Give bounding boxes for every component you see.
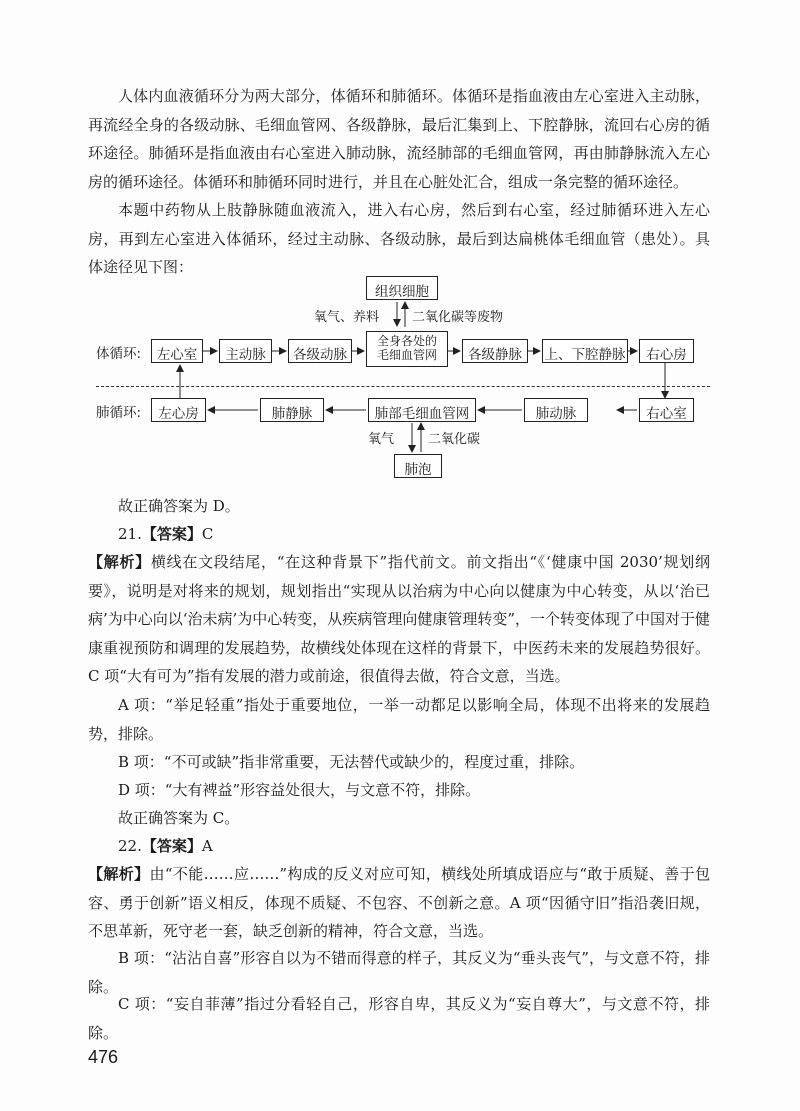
node-pulmonary-artery: 肺动脉 — [524, 398, 588, 422]
node-left-atrium: 左心房 — [151, 398, 206, 422]
q22-number: 22. — [118, 837, 142, 855]
q21-option-d: D 项：“大有裨益”形容益处很大，与文意不符，排除。 — [118, 781, 481, 799]
q22-answer: A — [201, 837, 213, 855]
q22-answer-line — [88, 832, 710, 861]
node-lung-capillaries: 肺部毛细血管网 — [368, 398, 476, 422]
q21-answer-tag: 【答案】 — [141, 525, 202, 543]
q20-conclusion: 故正确答案为 D。 — [118, 497, 240, 515]
capillary-body-line1: 全身各处的 — [376, 334, 437, 348]
page-number: 476 — [88, 1047, 119, 1067]
q22-analysis-text: 由“不能……应……”构成的反义对应可知，横线处所填成语应与“敢于质疑、善于包容、勇于创新”语义相反，体现不质疑、不包容、不创新之意。A 项“因循守旧”指沿袭旧规，不思革新，死守老一套，缺乏创新的精神，符合文意，当选。 — [88, 865, 710, 940]
label-oxygen: 氧气 — [368, 432, 395, 447]
q22-answer-tag: 【答案】 — [141, 837, 202, 855]
q21-answer: C — [201, 525, 214, 543]
intro-paragraph-2: 本题中药物从上肢静脉随血液流入，进入右心房，然后到右心室，经过肺循环进入左心房，再到左心室进入体循环，经过主动脉、各级动脉，最后到达扁桃体毛细血管（患处）。具体途径见下图： — [88, 201, 710, 276]
circulation-diagram — [96, 270, 710, 488]
q21-analysis — [88, 548, 710, 691]
row-label-systemic: 体循环: — [96, 346, 142, 362]
node-tissue-cell: 组织细胞 — [366, 276, 438, 300]
q22-option-b: B 项：“沾沾自喜”形容自以为不错而得意的样子，其反义为“垂头丧气”，与文意不符，排除。 — [88, 949, 710, 996]
node-right-atrium: 右心房 — [639, 339, 694, 363]
label-co2-waste: 二氧化碳等废物 — [412, 310, 504, 325]
q21-conclusion: 故正确答案为 C。 — [118, 809, 240, 827]
node-arteries: 各级动脉 — [288, 339, 352, 363]
divider-dashed-line — [96, 386, 710, 387]
intro-paragraph-1: 人体内血液循环分为两大部分，体循环和肺循环。体循环是指血液由左心室进入主动脉，再流经全身的各级动脉、毛细血管网、各级静脉，最后汇集到上、下腔静脉，流回右心房的循环途径。肺循环是指血液由右心室进入肺动脉，流经肺部的毛细血管网，再由肺静脉流入左心房的循环途径。体循环和肺循环同时进行，并且在心脏处汇合，组成一条完整的循环途径。 — [88, 87, 710, 191]
q21-analysis-text: 横线在文段结尾，“在这种背景下”指代前文。前文指出“《‘健康中国 2030’规划纲要》，说明是对将来的规划，规划指出“实现从以治病为中心向以健康为中心转变，从以‘治已病’为中心向以‘治未病’为中心转变，从疾病管理向健康管理转变”，一个转变体现了中国对于健康重视预防和调理的发展趋势，故横线处体现在这样的背景下，中医药未来的发展趋势很好。C 项“大有可为”指有发展的潜力或前途，很值得去做，符合文意，当选。 — [88, 553, 710, 685]
q22-analysis — [88, 860, 710, 946]
label-oxygen-nutrients: 氧气、养料 — [314, 310, 380, 325]
node-aorta: 主动脉 — [219, 339, 272, 363]
node-pulmonary-vein: 肺静脉 — [260, 398, 324, 422]
q21-answer-line — [88, 520, 710, 549]
node-left-ventricle: 左心室 — [151, 339, 203, 363]
label-co2: 二氧化碳 — [428, 432, 481, 447]
node-alveoli: 肺泡 — [394, 454, 442, 478]
node-body-capillaries — [366, 331, 448, 367]
q21-number: 21. — [118, 525, 142, 543]
capillary-body-line2: 毛细血管网 — [376, 348, 437, 362]
q21-option-a: A 项：“举足轻重”指处于重要地位，一举一动都足以影响全局，体现不出将来的发展趋势，排除。 — [88, 696, 710, 743]
q21-analysis-tag: 【解析】 — [88, 553, 151, 571]
row-label-pulmonary: 肺循环: — [96, 405, 142, 421]
q21-option-b: B 项：“不可或缺”指非常重要，无法替代或缺少的，程度过重，排除。 — [118, 753, 585, 771]
node-vena-cava: 上、下腔静脉 — [542, 339, 628, 363]
q22-analysis-tag: 【解析】 — [88, 865, 150, 883]
node-right-ventricle: 右心室 — [639, 398, 694, 422]
q22-option-c: C 项：“妄自菲薄”指过分看轻自己，形容自卑，其反义为“妄自尊大”，与文意不符，排除。 — [88, 995, 710, 1042]
node-veins: 各级静脉 — [462, 339, 528, 363]
